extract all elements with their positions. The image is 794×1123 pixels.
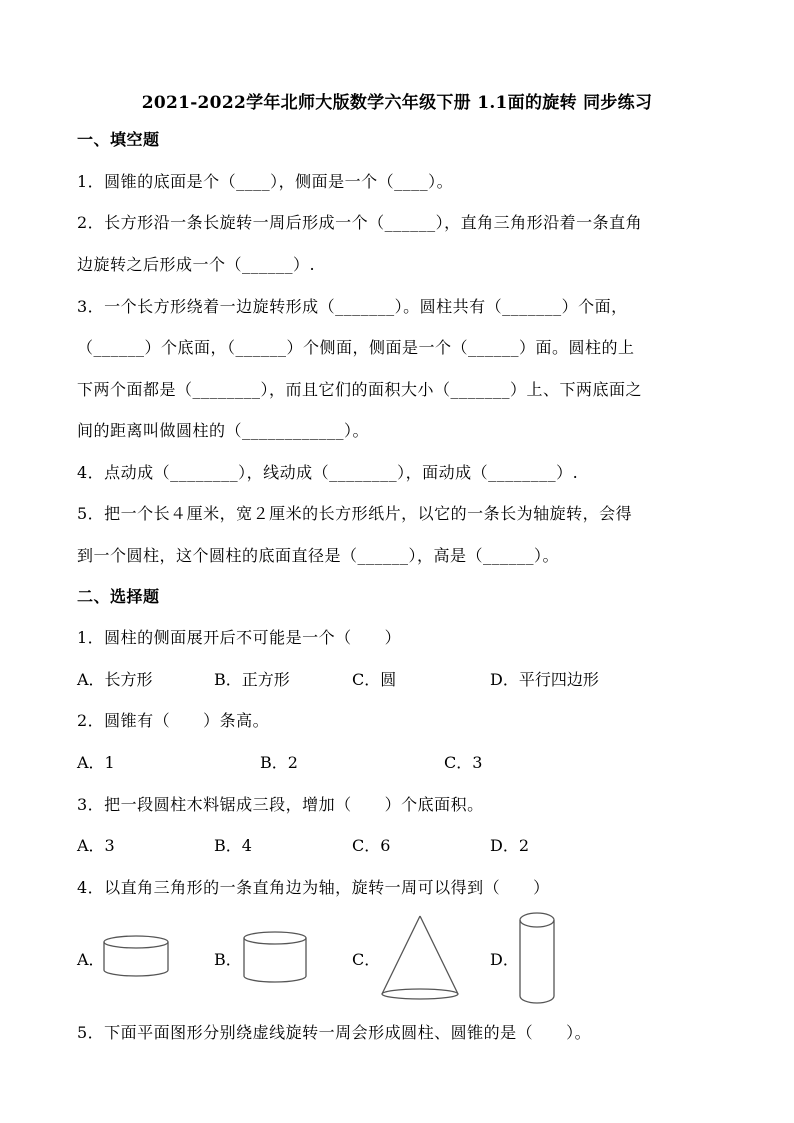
fill-question-5-line-1: 5．把一个长４厘米，宽２厘米的长方形纸片，以它的一条长为轴旋转，会得: [77, 504, 633, 523]
choice-question-1: 1．圆柱的侧面展开后不可能是一个（ ）: [77, 628, 402, 647]
choice-question-3: 3．把一段圆柱木料锯成三段，增加（ ）个底面积。: [77, 795, 484, 814]
fill-question-3-line-1: 3．一个长方形绕着一边旋转形成（_______）。圆柱共有（_______）个面，: [77, 297, 628, 316]
fill-question-3-line-4: 间的距离叫做圆柱的（____________）。: [77, 421, 370, 440]
section-fill-blank-heading: 一、填空题: [77, 130, 160, 149]
choice-4-option-a-label: A．: [77, 950, 105, 969]
cylinder-figure: [240, 928, 310, 988]
choice-4-option-d-label: D．: [490, 950, 519, 969]
choice-question-4: 4．以直角三角形的一条直角边为轴，旋转一周可以得到（ ）: [77, 878, 550, 897]
choice-question-5: 5．下面平面图形分别绕虚线旋转一周会形成圆柱、圆锥的是（ ）。: [77, 1023, 592, 1042]
choice-3-option-a: A．3: [77, 836, 115, 855]
fill-question-2-line-1: 2．长方形沿一条长旋转一周后形成一个（______），直角三角形沿着一条直角: [77, 213, 643, 232]
cone-figure: [378, 912, 462, 1004]
fill-question-3-line-2: （______）个底面，（______）个侧面，侧面是一个（______）面。圆柱的上: [77, 338, 635, 357]
choice-2-option-a: A．1: [77, 753, 115, 772]
choice-1-option-b: B．正方形: [214, 670, 290, 689]
choice-2-option-b: B．2: [260, 753, 298, 772]
choice-4-option-c-label: C．: [352, 950, 381, 969]
fill-question-1: 1．圆锥的底面是个（____），侧面是一个（____）。: [77, 172, 454, 191]
choice-1-option-a: A．长方形: [77, 670, 153, 689]
choice-4-option-b-label: B．: [214, 950, 242, 969]
wide-cylinder-figure: [100, 930, 172, 986]
section-choice-heading: 二、选择题: [77, 587, 160, 606]
fill-question-4: 4．点动成（________），线动成（________），面动成（________）.: [77, 463, 579, 482]
choice-3-option-d: D．2: [490, 836, 530, 855]
choice-3-option-b: B．4: [214, 836, 252, 855]
fill-question-5-line-2: 到一个圆柱，这个圆柱的底面直径是（______），高是（______）。: [77, 546, 560, 565]
tall-cylinder-figure: [516, 908, 558, 1008]
fill-question-2-line-2: 边旋转之后形成一个（______）.: [77, 255, 316, 274]
choice-1-option-d: D．平行四边形: [490, 670, 599, 689]
choice-3-option-c: C．6: [352, 836, 391, 855]
choice-2-option-c: C．3: [444, 753, 483, 772]
fill-question-3-line-3: 下两个面都是（________），而且它们的面积大小（_______）上、下两底面之: [77, 380, 643, 399]
page-title: 2021-2022学年北师大版数学六年级下册 1.1面的旋转 同步练习: [141, 93, 653, 113]
choice-question-2: 2．圆锥有（ ）条高。: [77, 711, 270, 730]
choice-1-option-c: C．圆: [352, 670, 397, 689]
